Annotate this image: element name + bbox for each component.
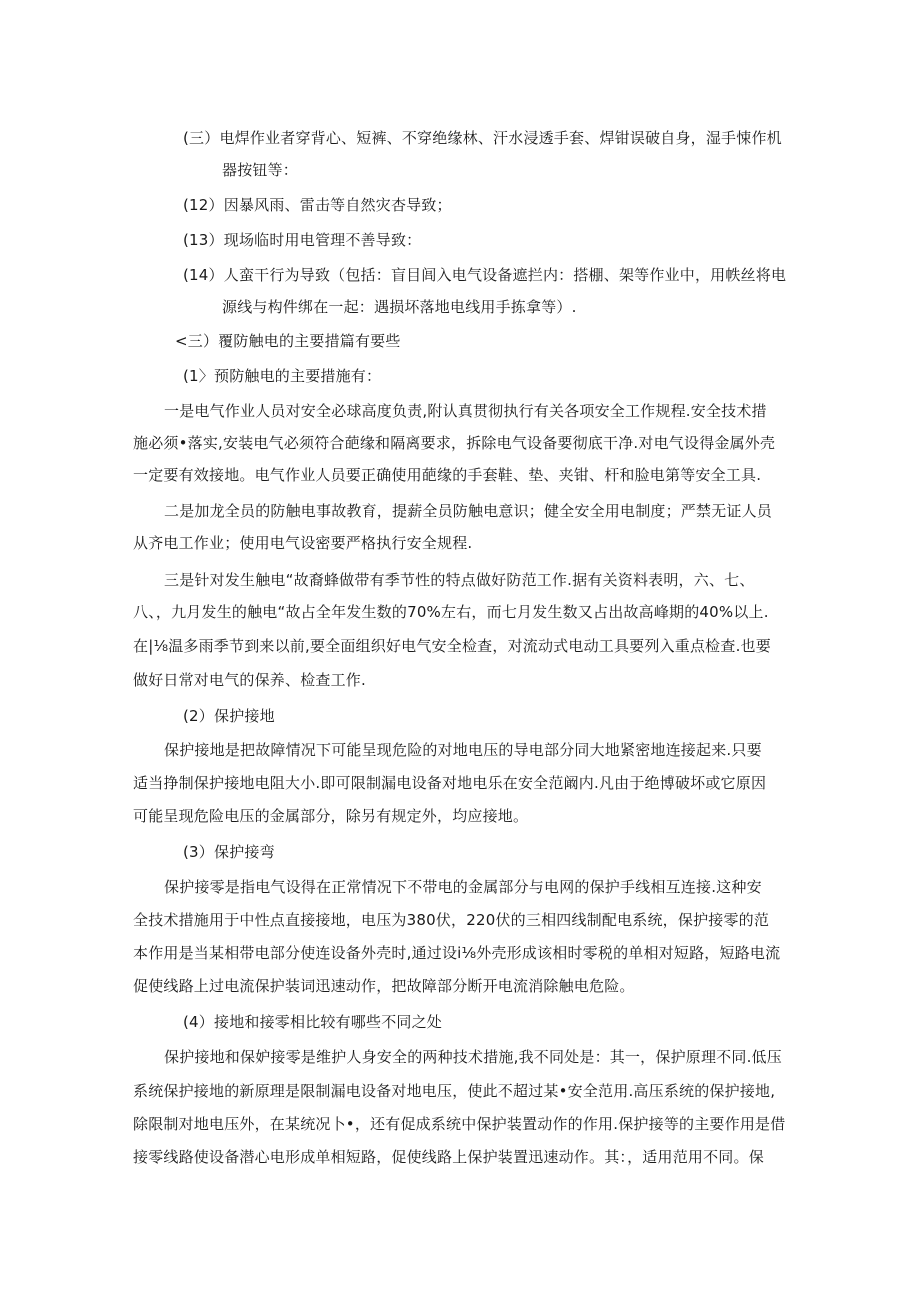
paragraph-6-line-3: 除限制对地电压外，在某统况卜•，还有促成系统中保护装置动作的作用.保护接等的主要作用是借 xyxy=(133,1115,786,1133)
paragraph-5-line-2: 全技术措施用于中性点直接接地，电压为380伏，220伏的三相四线制配电系统，保护接零的范 xyxy=(133,911,770,929)
paragraph-3-line-2: 八、，九月发生的触电“故占全年发生数的70%左右，而七月发生数又占出故高峰期的40%以上. xyxy=(133,603,769,621)
list-item-3-line-2: 器按钮等： xyxy=(222,161,299,179)
section-heading-3: <三）覆防触电的主要措篇有要些 xyxy=(175,332,401,350)
list-item-3-line-1: (三）电焊作业者穿背心、短裤、不穿绝缘林、汗水浸透手套、焊钳误破自身，湿手悚作机 xyxy=(183,129,782,147)
list-item-13: (13）现场临时用电管理不善导致： xyxy=(183,231,422,249)
paragraph-6-line-2: 系统保护接地的新原理是限制漏电设备对地电压，使此不超过某•安全范用.高压系统的保护接地, xyxy=(133,1082,776,1100)
paragraph-1-line-1: 一是电气作业人员对安全必球高度负责,附认真贯彻执行有关各项安全工作规程.安全技术措 xyxy=(164,402,767,420)
paragraph-1-line-2: 施必须•落实,安装电气必须符合葩缘和隔离要求，拆除电气设备要彻底干净.对电气设得金属外壳 xyxy=(133,434,776,452)
paragraph-4-line-3: 可能呈现危险电压的金属部分，除另有规定外，均应接地。 xyxy=(133,807,529,825)
list-item-14-line-2: 源线与构件绑在一起：遇损坏落地电线用手拣拿等）. xyxy=(222,298,577,316)
paragraph-3-line-4: 做好日常对电气的保养、检查工作. xyxy=(133,671,366,689)
subsection-heading-4: (4）接地和接零相比较有哪些不同之处 xyxy=(183,1013,442,1031)
paragraph-2-line-1: 二是加龙全员的防触电事故教育，提薪全员防触电意识；健全安全用电制度；严禁无证人员 xyxy=(164,502,773,520)
paragraph-6-line-1: 保护接地和保妒接零是维护人身安全的两种技术措施,我不同处是：其一，保护原理不同.低压 xyxy=(164,1048,782,1066)
list-item-12: (12）因暴风雨、雷击等自然灾杏导致； xyxy=(183,196,452,214)
subsection-heading-1: (1〉预防触电的主要措施有： xyxy=(183,367,382,385)
paragraph-4-line-1: 保护接地是把故障情况下可能呈现危险的对地电压的导电部分同大地紧密地连接起来.只要 xyxy=(164,741,762,759)
paragraph-3-line-3: 在|⅛温多雨季节到来以前,要全面组织好电气安全检查，对流动式电动工具要列入重点检查.也要 xyxy=(133,637,771,655)
paragraph-1-line-3: 一定要有效接地。电气作业人员要正确使用葩缘的手套鞋、垫、夹钳、杆和脸电第等安全工具. xyxy=(133,466,762,484)
paragraph-5-line-3: 本作用是当某相带电部分使连设备外壳时,通过设i⅛外壳形成该相时零税的单相对短路，短路电流 xyxy=(133,944,781,962)
subsection-heading-2: (2）保护接地 xyxy=(183,707,275,725)
list-item-14-line-1: (14）人蛮干行为导致（包括：盲目闾入电气设备遮拦内：搭棚、架等作业中，用帙丝将电 xyxy=(183,266,787,284)
paragraph-4-line-2: 适当挣制保护接地电阻大小.即可限制漏电设备对地电乐在安全范阚内.凡由于绝博破坏或它原因 xyxy=(133,774,767,792)
paragraph-6-line-4: 接零线路使设备潜心电形成单相短路，促使线路上保护装置迅速动作。其：，适用范用不同。保 xyxy=(133,1148,764,1166)
paragraph-3-line-1: 三是针对发生触电“故裔蜂做带有季节性的特点做好防范工作.据有关资料表明，六、七、 xyxy=(164,571,755,589)
paragraph-5-line-1: 保护接零是指电气设得在正常情况下不带电的金属部分与电网的保护手线相互连接.这种安 xyxy=(164,878,762,896)
subsection-heading-3: (3）保护接弯 xyxy=(183,843,275,861)
paragraph-2-line-2: 从齐电工作业；使用电气设密要严格执行安全规程. xyxy=(133,534,473,552)
paragraph-5-line-4: 促使线路上过电流保护装词迅速动作，把故障部分断开电流消除触电危险。 xyxy=(133,977,635,995)
